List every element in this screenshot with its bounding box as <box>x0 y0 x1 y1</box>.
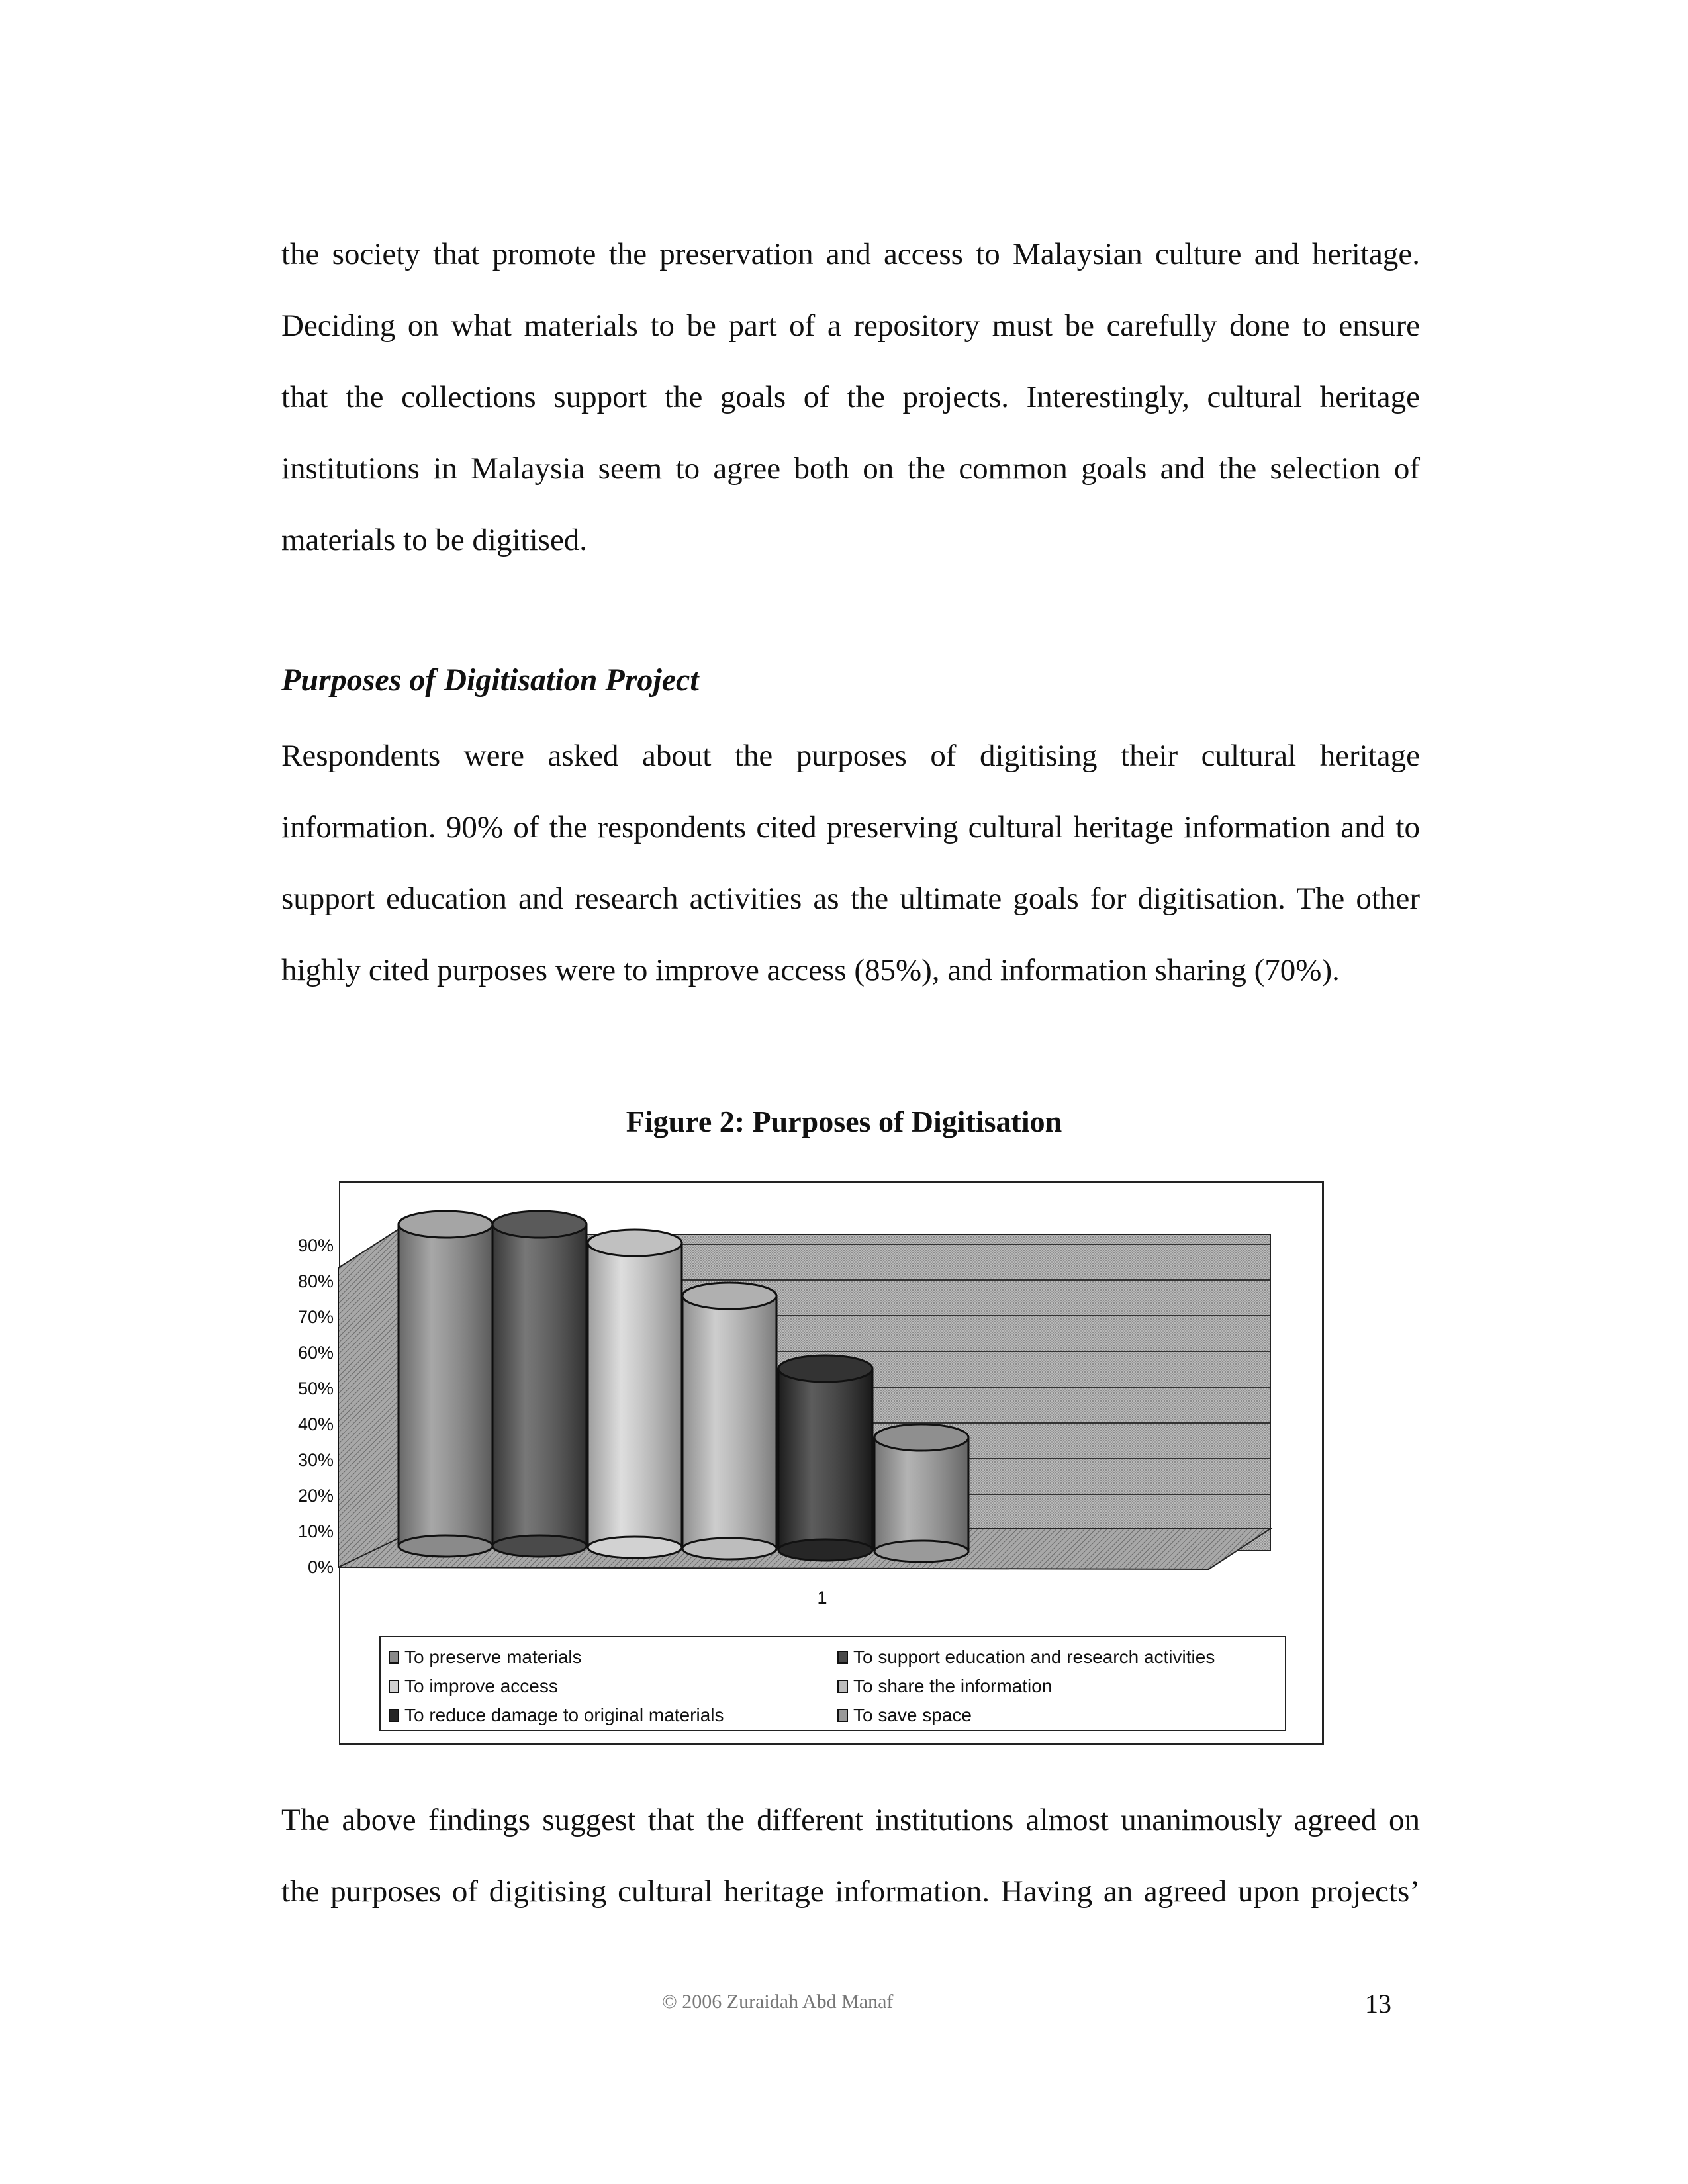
bar-preserve-materials <box>399 1211 492 1557</box>
legend-swatch <box>837 1651 848 1664</box>
svg-text:40%: 40% <box>297 1414 334 1434</box>
legend-swatch <box>837 1680 848 1693</box>
chart-legend <box>379 1636 1286 1731</box>
legend-swatch <box>837 1709 848 1722</box>
legend-swatch <box>389 1709 399 1722</box>
text-line: that the collections support the goals of the projects. Interestingly, cultural heritage <box>281 380 1420 414</box>
text-line: The above findings suggest that the different institutions almost unanimously agreed on <box>281 1803 1420 1837</box>
text-line: the purposes of digitising cultural heritage information. Having an agreed upon projects’ <box>281 1874 1420 1909</box>
legend-item: To improve access <box>389 1676 558 1697</box>
bar-save-space <box>874 1424 968 1562</box>
svg-text:70%: 70% <box>297 1307 334 1327</box>
page-number: 13 <box>1365 1989 1391 2019</box>
text-line: information. 90% of the respondents cited preserving cultural heritage information and to <box>281 810 1420 844</box>
text-line: support education and research activities as the ultimate goals for digitisation. The other <box>281 882 1420 916</box>
footer-copyright: © 2006 Zuraidah Abd Manaf <box>662 1991 894 2013</box>
x-category-label: 1 <box>817 1588 827 1608</box>
text-line: highly cited purposes were to improve access (85%), and information sharing (70%). <box>281 953 1340 987</box>
svg-text:50%: 50% <box>297 1379 334 1398</box>
svg-text:20%: 20% <box>297 1486 334 1506</box>
y-axis-labels <box>298 1236 334 1577</box>
svg-text:30%: 30% <box>297 1450 334 1470</box>
bar-share-information <box>682 1283 776 1559</box>
legend-item: To support education and research activities <box>837 1647 1215 1668</box>
svg-text:0%: 0% <box>307 1557 334 1577</box>
text-line: materials to be digitised. <box>281 523 588 557</box>
body-paragraph <box>281 720 1420 1006</box>
bar-support-education <box>492 1211 586 1557</box>
legend-swatch <box>389 1651 399 1664</box>
legend-item: To save space <box>837 1705 972 1726</box>
figure-title: Figure 2: Purposes of Digitisation <box>626 1105 1062 1138</box>
legend-item: To preserve materials <box>389 1647 582 1668</box>
text-line: Respondents were asked about the purposes of digitising their cultural heritage <box>281 739 1420 773</box>
text-line: the society that promote the preservation and access to Malaysian culture and heritage. <box>281 237 1420 271</box>
svg-text:60%: 60% <box>297 1343 334 1363</box>
svg-text:80%: 80% <box>297 1271 334 1291</box>
svg-text:10%: 10% <box>297 1522 334 1541</box>
bar-reduce-damage <box>778 1355 872 1561</box>
section-heading: Purposes of Digitisation Project <box>281 662 699 698</box>
text-line: institutions in Malaysia seem to agree both on the common goals and the selection of <box>281 451 1420 486</box>
text-line: Deciding on what materials to be part of a repository must be carefully done to ensure <box>281 308 1420 343</box>
svg-text:90%: 90% <box>297 1236 334 1255</box>
legend-item: To reduce damage to original materials <box>389 1705 724 1726</box>
bar-improve-access <box>588 1230 682 1558</box>
legend-item: To share the information <box>837 1676 1052 1697</box>
intro-paragraph <box>281 218 1420 576</box>
closing-paragraph <box>281 1784 1420 1927</box>
legend-swatch <box>389 1680 399 1693</box>
